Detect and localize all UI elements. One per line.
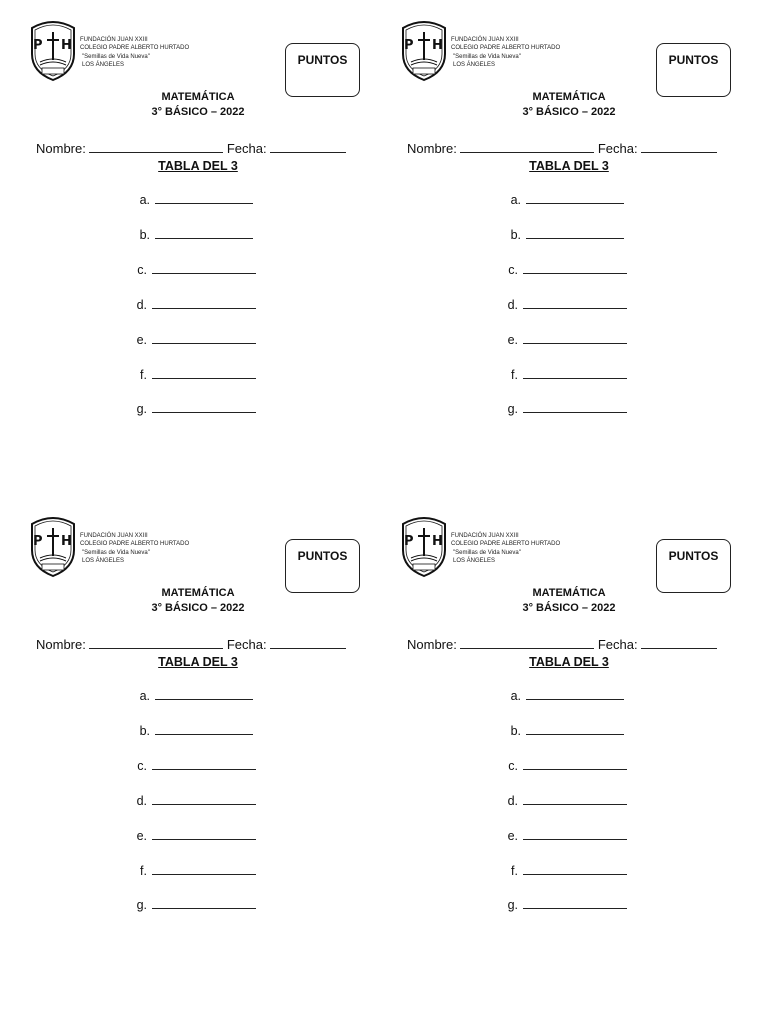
subject-title: MATEMÁTICA <box>532 587 606 599</box>
grade-label: 3° BÁSICO – 2022 <box>522 106 616 118</box>
answer-blank[interactable] <box>526 688 624 700</box>
answer-item <box>500 332 630 348</box>
school-foundation: FUNDACIÓN JUAN XXIII <box>451 37 519 43</box>
answer-blank[interactable] <box>152 863 256 875</box>
date-label: Fecha: <box>597 637 638 652</box>
answer-item-letter: f. <box>140 368 147 382</box>
answer-item <box>129 793 259 809</box>
answer-item-letter: b. <box>139 724 150 738</box>
answer-item <box>129 897 259 913</box>
answer-item <box>129 332 259 348</box>
answer-item-letter: e. <box>136 829 147 843</box>
school-crest-logo <box>399 514 449 578</box>
points-label: PUNTOS <box>297 549 348 563</box>
crest-letter-p: P <box>404 534 414 549</box>
answer-blank[interactable] <box>523 262 627 274</box>
answer-item-letter: a. <box>139 193 150 207</box>
answer-item-letter: d. <box>136 298 147 312</box>
school-city: LOS ÁNGELES <box>453 558 496 565</box>
school-crest-logo <box>28 18 78 82</box>
school-name: COLEGIO PADRE ALBERTO HURTADO <box>451 541 561 548</box>
answer-blank[interactable] <box>523 401 627 413</box>
answer-blank[interactable] <box>152 828 256 840</box>
answer-item-letter: b. <box>510 724 521 738</box>
name-date-row <box>36 637 346 652</box>
answer-item <box>500 863 630 879</box>
date-label: Fecha: <box>226 141 267 156</box>
school-motto: "Semillas de Vida Nueva" <box>453 549 521 556</box>
answer-item <box>129 828 259 844</box>
date-field[interactable] <box>270 637 346 649</box>
school-foundation: FUNDACIÓN JUAN XXIII <box>80 533 148 539</box>
answer-item-letter: a. <box>510 193 521 207</box>
name-date-row <box>36 141 346 156</box>
school-header <box>451 532 560 566</box>
school-name: COLEGIO PADRE ALBERTO HURTADO <box>80 45 190 52</box>
answer-blank[interactable] <box>523 367 627 379</box>
points-label: PUNTOS <box>668 549 719 563</box>
answer-item <box>503 723 633 739</box>
answer-item-letter: g. <box>136 402 147 416</box>
answer-blank[interactable] <box>152 367 256 379</box>
name-date-row <box>407 637 717 652</box>
points-box[interactable] <box>656 43 731 97</box>
answer-blank[interactable] <box>152 897 256 909</box>
answer-item-letter: a. <box>510 689 521 703</box>
name-field[interactable] <box>460 141 594 153</box>
points-label: PUNTOS <box>668 53 719 67</box>
answer-item-letter: f. <box>140 864 147 878</box>
grade-label: 3° BÁSICO – 2022 <box>151 602 245 614</box>
answer-blank[interactable] <box>155 723 253 735</box>
school-city: LOS ÁNGELES <box>82 62 125 69</box>
school-header <box>80 532 189 566</box>
answer-blank[interactable] <box>155 192 253 204</box>
points-label: PUNTOS <box>297 53 348 67</box>
answer-item <box>500 262 630 278</box>
answer-item <box>132 227 262 243</box>
name-field[interactable] <box>89 141 223 153</box>
answer-blank[interactable] <box>152 332 256 344</box>
answer-item <box>500 758 630 774</box>
answer-item-letter: c. <box>508 263 518 277</box>
school-name: COLEGIO PADRE ALBERTO HURTADO <box>80 541 190 548</box>
answer-blank[interactable] <box>526 192 624 204</box>
worksheet <box>371 496 755 992</box>
answer-item-letter: d. <box>507 298 518 312</box>
answer-item-letter: c. <box>137 263 147 277</box>
answer-item-letter: f. <box>511 368 518 382</box>
crest-letter-h: H <box>61 38 72 53</box>
answer-item <box>129 863 259 879</box>
answer-item-letter: c. <box>137 759 147 773</box>
answer-blank[interactable] <box>152 297 256 309</box>
answer-item <box>500 367 630 383</box>
answer-item <box>129 262 259 278</box>
answer-blank[interactable] <box>152 262 256 274</box>
answer-blank[interactable] <box>526 227 624 239</box>
name-label: Nombre: <box>407 637 457 652</box>
answer-blank[interactable] <box>523 758 627 770</box>
school-motto: "Semillas de Vida Nueva" <box>453 53 521 60</box>
answer-blank[interactable] <box>523 897 627 909</box>
answer-item-letter: c. <box>508 759 518 773</box>
answer-blank[interactable] <box>526 723 624 735</box>
answer-item <box>129 401 259 417</box>
answer-blank[interactable] <box>155 227 253 239</box>
answer-item <box>500 897 630 913</box>
answer-item-letter: d. <box>507 794 518 808</box>
answer-item <box>503 192 633 208</box>
answer-blank[interactable] <box>523 297 627 309</box>
answer-blank[interactable] <box>523 793 627 805</box>
worksheet-title: TABLA DEL 3 <box>529 655 609 669</box>
school-motto: "Semillas de Vida Nueva" <box>82 53 150 60</box>
answer-blank[interactable] <box>152 793 256 805</box>
subject-title: MATEMÁTICA <box>161 587 235 599</box>
answer-item <box>503 227 633 243</box>
answer-item <box>129 367 259 383</box>
name-field[interactable] <box>460 637 594 649</box>
date-field[interactable] <box>641 141 717 153</box>
answer-blank[interactable] <box>155 688 253 700</box>
subject-title: MATEMÁTICA <box>532 91 606 103</box>
answer-item-letter: g. <box>507 402 518 416</box>
name-label: Nombre: <box>407 141 457 156</box>
school-city: LOS ÁNGELES <box>82 558 125 565</box>
grade-label: 3° BÁSICO – 2022 <box>151 106 245 118</box>
name-label: Nombre: <box>36 637 86 652</box>
worksheet-title: TABLA DEL 3 <box>529 159 609 173</box>
date-label: Fecha: <box>226 637 267 652</box>
answer-blank[interactable] <box>523 828 627 840</box>
worksheet-title: TABLA DEL 3 <box>158 159 238 173</box>
crest-letter-h: H <box>432 38 443 53</box>
worksheet <box>371 0 755 496</box>
school-header <box>80 36 189 70</box>
school-header <box>451 36 560 70</box>
date-field[interactable] <box>641 637 717 649</box>
grade-label: 3° BÁSICO – 2022 <box>522 602 616 614</box>
date-field[interactable] <box>270 141 346 153</box>
answer-item <box>500 793 630 809</box>
answer-blank[interactable] <box>152 401 256 413</box>
points-box[interactable] <box>285 539 360 593</box>
answer-blank[interactable] <box>523 332 627 344</box>
answer-item-letter: a. <box>139 689 150 703</box>
answer-item-letter: e. <box>136 333 147 347</box>
answer-item <box>132 723 262 739</box>
school-crest-logo <box>399 18 449 82</box>
answer-blank[interactable] <box>152 758 256 770</box>
subject-title: MATEMÁTICA <box>161 91 235 103</box>
answer-item <box>500 401 630 417</box>
date-label: Fecha: <box>597 141 638 156</box>
points-box[interactable] <box>656 539 731 593</box>
school-name: COLEGIO PADRE ALBERTO HURTADO <box>451 45 561 52</box>
name-field[interactable] <box>89 637 223 649</box>
answer-item-letter: b. <box>510 228 521 242</box>
crest-letter-p: P <box>33 534 43 549</box>
answer-item <box>129 297 259 313</box>
answer-item <box>503 688 633 704</box>
answer-item <box>129 758 259 774</box>
worksheet <box>0 496 384 992</box>
school-foundation: FUNDACIÓN JUAN XXIII <box>451 533 519 539</box>
answer-item-letter: b. <box>139 228 150 242</box>
school-crest-logo <box>28 514 78 578</box>
crest-letter-p: P <box>404 38 414 53</box>
answer-item <box>132 192 262 208</box>
answer-blank[interactable] <box>523 863 627 875</box>
crest-letter-p: P <box>33 38 43 53</box>
answer-item-letter: e. <box>507 333 518 347</box>
answer-item-letter: f. <box>511 864 518 878</box>
answer-item <box>132 688 262 704</box>
school-motto: "Semillas de Vida Nueva" <box>82 549 150 556</box>
answer-item <box>500 297 630 313</box>
worksheet <box>0 0 384 496</box>
name-date-row <box>407 141 717 156</box>
worksheet-title: TABLA DEL 3 <box>158 655 238 669</box>
answer-item <box>500 828 630 844</box>
answer-item-letter: e. <box>507 829 518 843</box>
points-box[interactable] <box>285 43 360 97</box>
school-foundation: FUNDACIÓN JUAN XXIII <box>80 37 148 43</box>
crest-letter-h: H <box>432 534 443 549</box>
answer-item-letter: d. <box>136 794 147 808</box>
school-city: LOS ÁNGELES <box>453 62 496 69</box>
name-label: Nombre: <box>36 141 86 156</box>
answer-item-letter: g. <box>507 898 518 912</box>
answer-item-letter: g. <box>136 898 147 912</box>
crest-letter-h: H <box>61 534 72 549</box>
